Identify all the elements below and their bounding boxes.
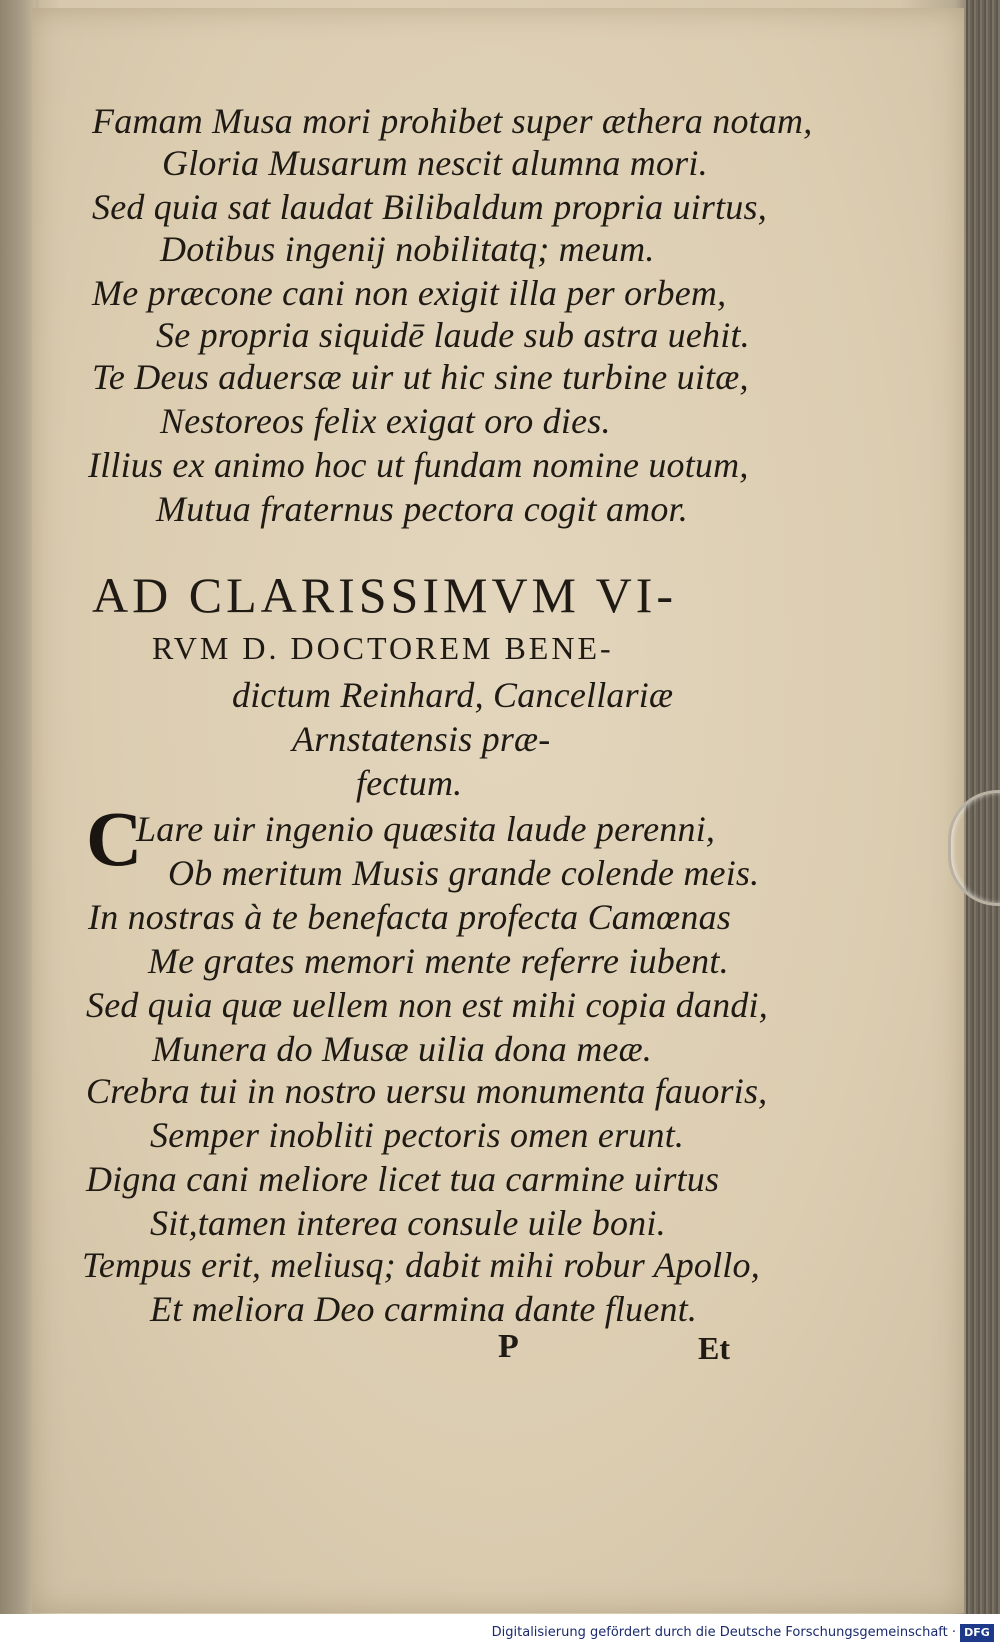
poem2-line-9: Digna cani meliore licet tua carmine uirtus: [86, 1159, 720, 1199]
poem1-line-10: Mutua fraternus pectora cogit amor.: [156, 489, 688, 529]
heading-line-4: Arnstatensis præ-: [292, 719, 551, 759]
heading-line-3: dictum Reinhard, Cancellariæ: [232, 675, 674, 715]
heading-line-5: fectum.: [356, 763, 463, 803]
poem1-line-3: Sed quia sat laudat Bilibaldum propria uirtus,: [92, 187, 767, 227]
catchword: Et: [698, 1330, 730, 1366]
drop-initial: C: [86, 795, 143, 882]
poem1-line-6: Se propria siquidē laude sub astra uehit.: [156, 315, 750, 355]
poem2-line-8: Semper inobliti pectoris omen erunt.: [150, 1115, 685, 1155]
poem2-line-10: Sit,tamen interea consule uile boni.: [150, 1203, 666, 1243]
poem2-line-7: Crebra tui in nostro uersu monumenta fauoris,: [86, 1071, 768, 1111]
poem1-line-8: Nestoreos felix exigat oro dies.: [160, 401, 611, 441]
poem2-line-11: Tempus erit, meliusq; dabit mihi robur Apollo,: [82, 1245, 760, 1285]
heading-line-1: AD CLARISSIMVM VI-: [92, 567, 678, 623]
poem2-line-4: Me grates memori mente referre iubent.: [148, 941, 729, 981]
poem2-line-12: Et meliora Deo carmina dante fluent.: [150, 1289, 698, 1329]
poem1-line-2: Gloria Musarum nescit alumna mori.: [162, 143, 708, 183]
digitization-footer: [0, 1614, 1000, 1648]
poem2-line-2: Ob meritum Musis grande colende meis.: [168, 853, 760, 893]
poem2-line-6: Munera do Musæ uilia dona meæ.: [152, 1029, 652, 1069]
dfg-logo: DFG: [960, 1624, 994, 1642]
poem1-line-5: Me præcone cani non exigit illa per orbem,: [92, 273, 727, 313]
funding-notice: Digitalisierung gefördert durch die Deutsche Forschungsgemeinschaft ·: [491, 1625, 956, 1640]
poem1-line-9: Illius ex animo hoc ut fundam nomine uotum,: [88, 445, 749, 485]
poem2-line-3: In nostras à te benefacta profecta Camœnas: [88, 897, 732, 937]
poem2-line-1: Lare uir ingenio quæsita laude perenni,: [136, 809, 716, 849]
poem1-line-1: Famam Musa mori prohibet super æthera notam,: [92, 101, 813, 141]
poem1-line-7: Te Deus aduersæ uir ut hic sine turbine uitæ,: [92, 357, 749, 397]
signature-mark: P: [498, 1328, 519, 1365]
facing-page-edge: [0, 0, 36, 1648]
poem1-line-4: Dotibus ingenij nobilitatq; meum.: [160, 229, 655, 269]
poem2-line-5: Sed quia quæ uellem non est mihi copia dandi,: [86, 985, 768, 1025]
heading-line-2: RVM D. DOCTOREM BENE-: [152, 630, 614, 666]
